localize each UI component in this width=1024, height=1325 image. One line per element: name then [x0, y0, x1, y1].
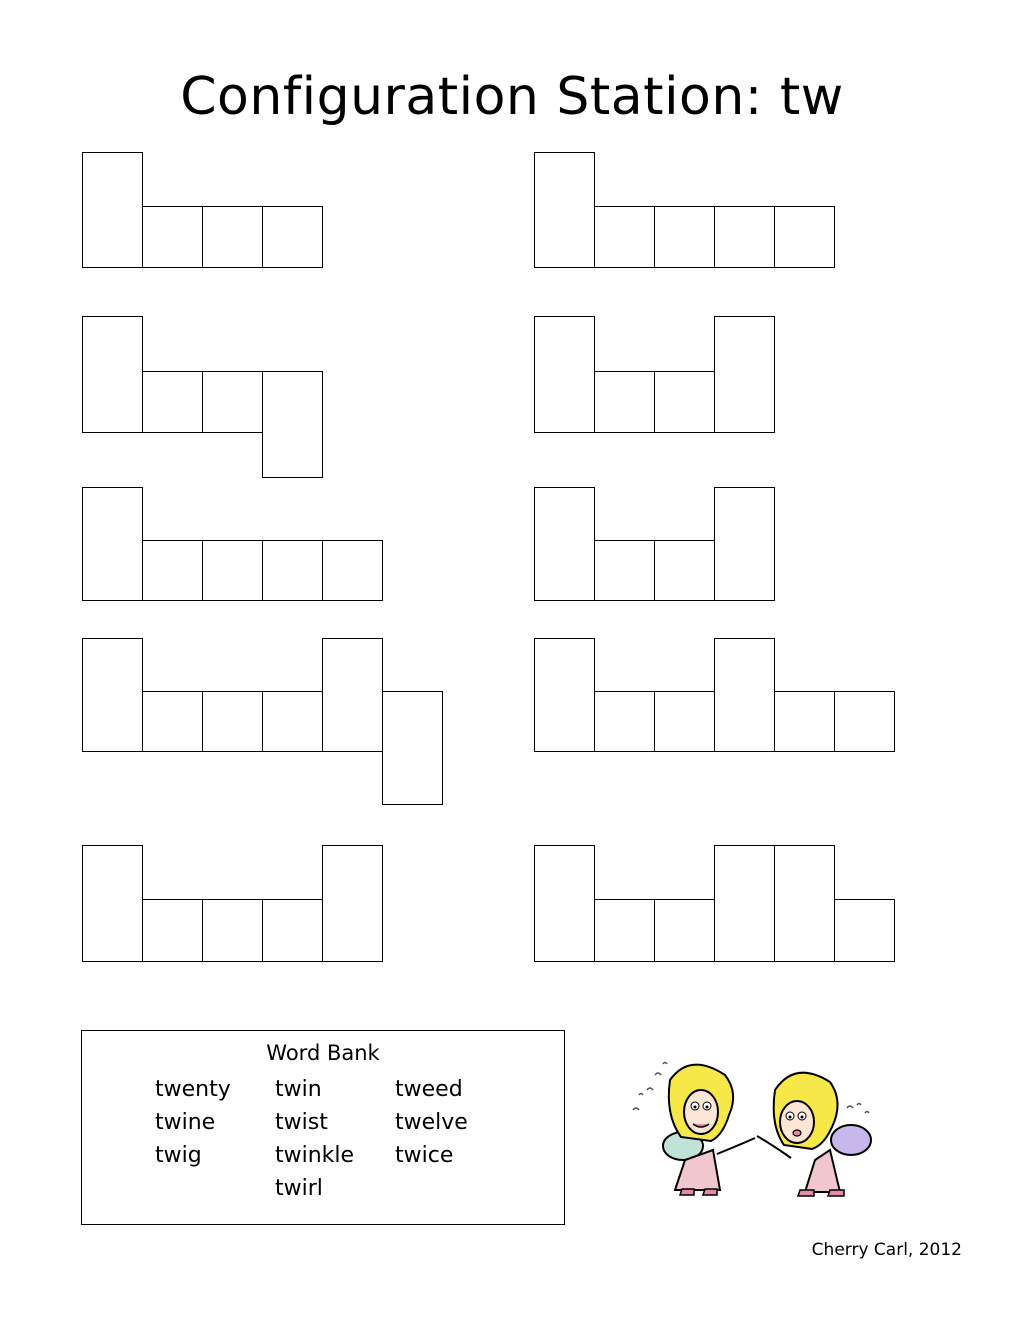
letter-box[interactable] — [654, 899, 715, 962]
letter-box[interactable] — [774, 206, 835, 268]
letter-box[interactable] — [142, 691, 203, 752]
word-bank-word: twine — [155, 1110, 216, 1135]
letter-box[interactable] — [654, 206, 715, 268]
letter-box[interactable] — [202, 540, 263, 601]
word-bank-word: twenty — [155, 1077, 231, 1102]
letter-box[interactable] — [262, 206, 323, 268]
letter-box[interactable] — [594, 899, 655, 962]
word-bank-heading: Word Bank — [266, 1041, 380, 1065]
letter-box[interactable] — [82, 487, 143, 601]
word-bank-word: twelve — [395, 1110, 468, 1135]
letter-box[interactable] — [142, 371, 203, 433]
letter-box[interactable] — [142, 540, 203, 601]
letter-box[interactable] — [774, 691, 835, 752]
letter-box[interactable] — [594, 540, 655, 601]
letter-box[interactable] — [262, 540, 323, 601]
letter-box[interactable] — [262, 691, 323, 752]
pillow-fight-girls-icon — [625, 1050, 885, 1200]
word-bank-word: twin — [275, 1077, 322, 1102]
letter-box[interactable] — [594, 691, 655, 752]
letter-box[interactable] — [654, 691, 715, 752]
letter-box[interactable] — [142, 206, 203, 268]
letter-box[interactable] — [534, 638, 595, 752]
letter-box[interactable] — [82, 638, 143, 752]
letter-box[interactable] — [714, 206, 775, 268]
letter-box[interactable] — [654, 371, 715, 433]
word-bank-word: twirl — [275, 1176, 323, 1201]
letter-box[interactable] — [202, 899, 263, 962]
author-credit: Cherry Carl, 2012 — [811, 1240, 962, 1260]
letter-box[interactable] — [654, 540, 715, 601]
word-bank-word: twist — [275, 1110, 328, 1135]
letter-box[interactable] — [834, 899, 895, 962]
letter-box[interactable] — [594, 206, 655, 268]
page-title: Configuration Station: tw — [180, 67, 844, 127]
letter-box[interactable] — [382, 691, 443, 805]
letter-box[interactable] — [142, 899, 203, 962]
letter-box[interactable] — [714, 316, 775, 433]
letter-box[interactable] — [534, 845, 595, 962]
word-bank — [81, 1030, 565, 1225]
letter-box[interactable] — [82, 152, 143, 268]
letter-box[interactable] — [714, 845, 775, 962]
letter-box[interactable] — [714, 487, 775, 601]
letter-box[interactable] — [322, 845, 383, 962]
letter-box[interactable] — [322, 638, 383, 752]
word-bank-word: twinkle — [275, 1143, 355, 1168]
letter-box[interactable] — [834, 691, 895, 752]
letter-box[interactable] — [322, 540, 383, 601]
letter-box[interactable] — [82, 845, 143, 962]
letter-box[interactable] — [262, 371, 323, 478]
letter-box[interactable] — [202, 206, 263, 268]
word-bank-word: twice — [395, 1143, 454, 1168]
letter-box[interactable] — [202, 371, 263, 433]
letter-box[interactable] — [534, 316, 595, 433]
word-bank-word: twig — [155, 1143, 202, 1168]
letter-box[interactable] — [534, 487, 595, 601]
letter-box[interactable] — [714, 638, 775, 752]
letter-box[interactable] — [534, 152, 595, 268]
letter-box[interactable] — [774, 845, 835, 962]
letter-box[interactable] — [202, 691, 263, 752]
word-bank-word: tweed — [395, 1077, 463, 1102]
letter-box[interactable] — [594, 371, 655, 433]
letter-box[interactable] — [262, 899, 323, 962]
letter-box[interactable] — [82, 316, 143, 433]
pillow-right — [831, 1125, 871, 1155]
